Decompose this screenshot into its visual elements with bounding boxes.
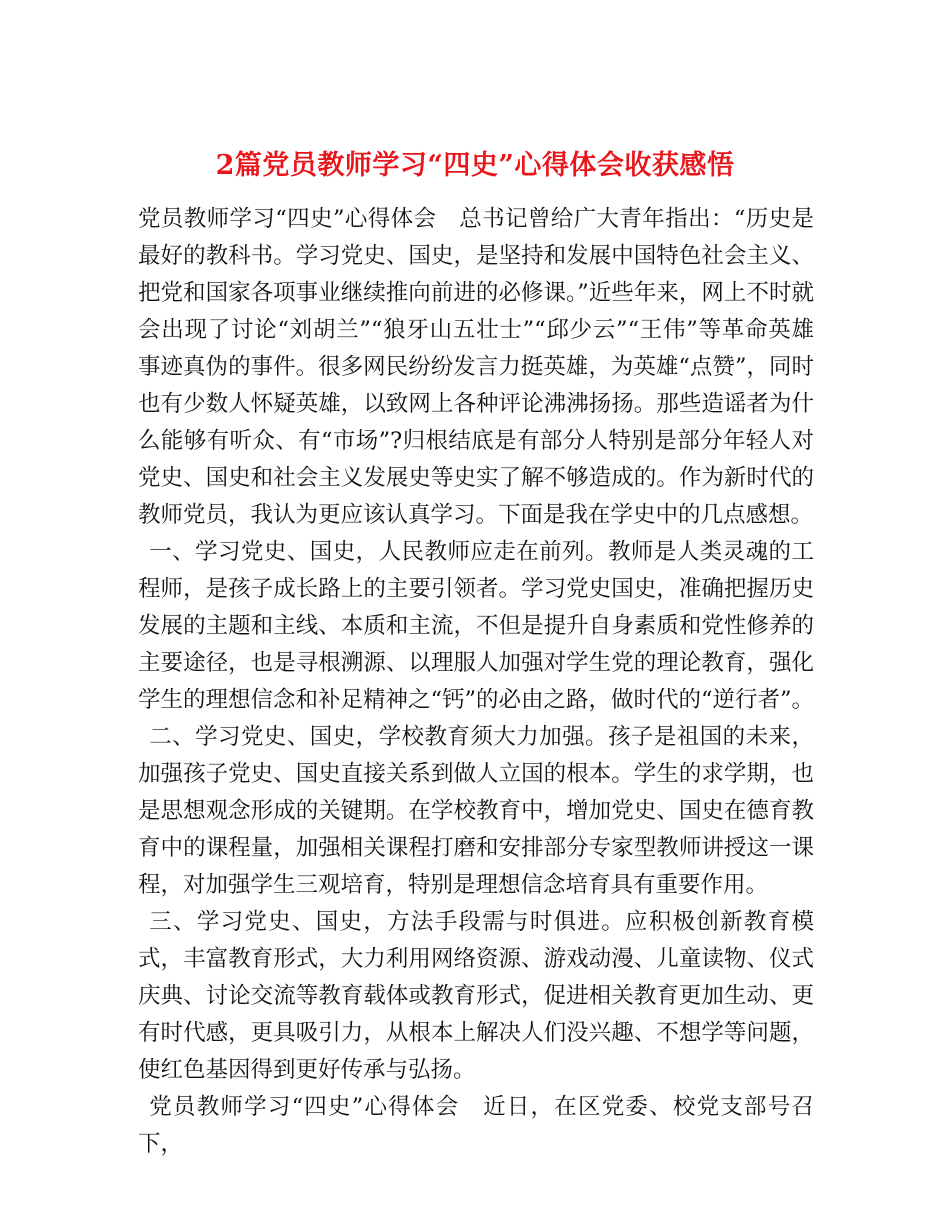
document-body (138, 201, 814, 1163)
document-title: 2篇党员教师学习“四史”心得体会收获感悟 (215, 150, 735, 182)
paragraph-point-three: 三、学习党史、国史，方法手段需与时俱进。应积极创新教育模式，丰富教育形式，大力利用网络资源、游戏动漫、儿童读物、仪式庆典、讨论交流等教育载体或教育形式，促进相关教育更加生动、更有时代感，更具吸引力，从根本上解决人们没兴趣、不想学等问题，使红色基因得到更好传承与弘扬。 (138, 909, 814, 1083)
paragraph-point-one: 一、学习党史、国史，人民教师应走在前列。教师是人类灵魂的工程师，是孩子成长路上的主要引领者。学习党史国史，准确把握历史发展的主题和主线、本质和主流，不但是提升自身素质和党性修养的主要途径，也是寻根溯源、以理服人加强对学生党的理论教育，强化学生的理想信念和补足精神之“钙”的必由之路，做时代的“逆行者”。 (138, 539, 815, 713)
paragraph-second-article-start: 党员教师学习“四史”心得体会 近日，在区党委、校党支部号召下， (138, 1094, 814, 1157)
paragraph-point-two: 二、学习党史、国史，学校教育须大力加强。孩子是祖国的未来，加强孩子党史、国史直接关系到做人立国的根本。学生的求学期，也是思想观念形成的关键期。在学校教育中，增加党史、国史在德育教育中的课程量，加强相关课程打磨和安排部分专家型教师讲授这一课程，对加强学生三观培育，特别是理想信念培育具有重要作用。 (138, 724, 814, 898)
paragraph-intro: 党员教师学习“四史”心得体会 总书记曾给广大青年指出：“历史是最好的教科书。学习党史、国史，是坚持和发展中国特色社会主义、把党和国家各项事业继续推向前进的必修课。”近些年来，网上不时就会出现了讨论“刘胡兰”“狼牙山五壮士”“邱少云”“王伟”等革命英雄事迹真伪的事件。很多网民纷纷发言力挺英雄，为英雄“点赞”，同时也有少数人怀疑英雄，以致网上各种评论沸沸扬扬。那些造谣者为什么能够有听众、有“市场”?归根结底是有部分人特别是部分年轻人对党史、国史和社会主义发展史等史实了解不够造成的。作为新时代的教师党员，我认为更应该认真学习。下面是我在学史中的几点感想。 (138, 206, 814, 528)
